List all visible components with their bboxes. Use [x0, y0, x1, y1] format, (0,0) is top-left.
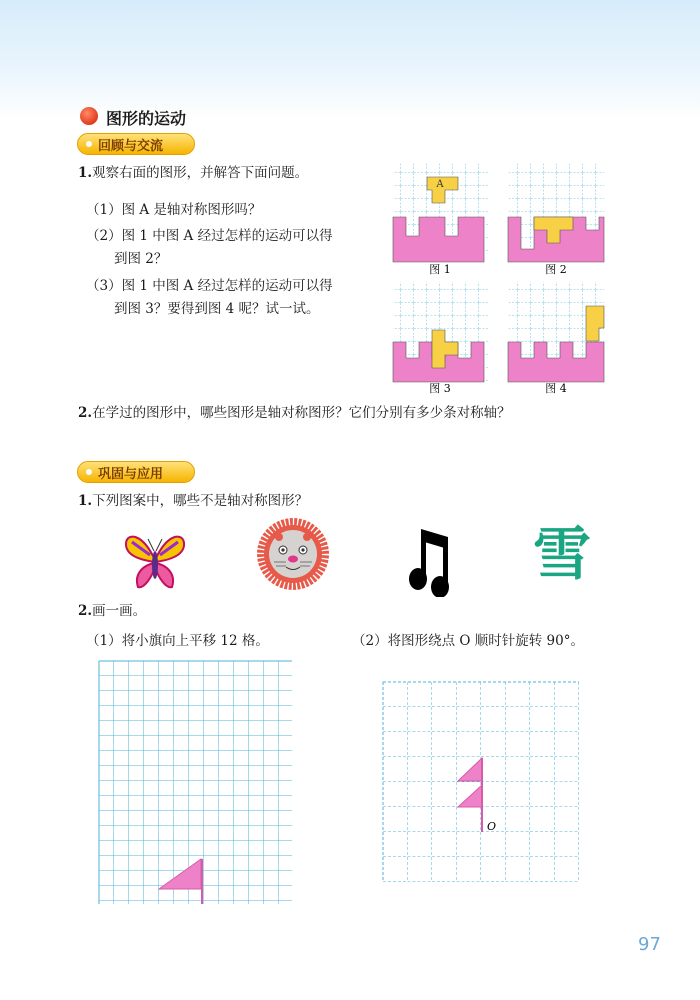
butterfly-picture — [122, 527, 188, 593]
review-q1-sub-2b: 到图 2？ — [114, 251, 168, 267]
figure-4 — [508, 282, 604, 382]
review-q1-sub-3: （3）图 1 中图 A 经过怎样的运动可以得 — [86, 278, 333, 294]
practice-q1 — [78, 491, 308, 511]
pill-dot-icon — [86, 469, 92, 475]
review-figures — [388, 160, 618, 400]
figure-2-caption: 图 2 — [545, 263, 567, 276]
section-title: 图形的运动 — [106, 109, 187, 128]
header-band — [0, 0, 700, 120]
practice-q2-sub-2: （2）将图形绕点 O 顺时针旋转 90°。 — [352, 633, 584, 649]
practice-q2-text: 画一画。 — [92, 603, 147, 619]
figure-1-caption: 图 1 — [429, 263, 451, 276]
practice-q1-text: 下列图案中，哪些不是轴对称图形？ — [92, 493, 309, 509]
review-q1-text: 观察右面的图形，并解答下面问题。 — [92, 165, 309, 181]
review-q1-num: 1. — [78, 165, 93, 181]
figure-4-caption: 图 4 — [545, 382, 567, 395]
figure-label-a: A — [436, 179, 444, 190]
pill-dot-icon — [86, 141, 92, 147]
point-o-label: O — [487, 820, 497, 833]
review-pill-label: 回顾与交流 — [98, 138, 164, 154]
figure-2 — [508, 162, 604, 262]
review-q1-sub-1: （1）图 A 是轴对称图形吗？ — [86, 202, 262, 218]
rotation-grid — [381, 680, 583, 886]
figure-3-caption: 图 3 — [429, 382, 451, 395]
practice-q2 — [78, 601, 146, 621]
review-q2-text: 在学过的图形中，哪些图形是轴对称图形？它们分别有多少条对称轴？ — [92, 405, 511, 421]
review-pill — [77, 133, 195, 155]
page-number: 97 — [638, 934, 661, 955]
figure-3 — [393, 282, 489, 382]
snow-character-picture: 雪 — [532, 520, 591, 588]
review-q1-sub-2: （2）图 1 中图 A 经过怎样的运动可以得 — [86, 228, 333, 244]
practice-q1-num: 1. — [78, 493, 93, 509]
practice-q2-sub-1: （1）将小旗向上平移 12 格。 — [86, 633, 269, 649]
flag-grid — [96, 658, 292, 908]
lion-face-picture — [256, 517, 330, 591]
review-q2-num: 2. — [78, 405, 93, 421]
review-q2 — [78, 403, 511, 423]
practice-q2-num: 2. — [78, 603, 93, 619]
music-note-picture — [408, 525, 458, 597]
practice-pill-label: 巩固与应用 — [98, 466, 164, 482]
practice-pill — [77, 461, 195, 483]
section-bullet-icon — [80, 107, 98, 125]
review-q1 — [78, 163, 308, 183]
review-q1-sub-3b: 到图 3？要得到图 4 呢？试一试。 — [114, 301, 320, 317]
figure-1 — [393, 162, 489, 262]
